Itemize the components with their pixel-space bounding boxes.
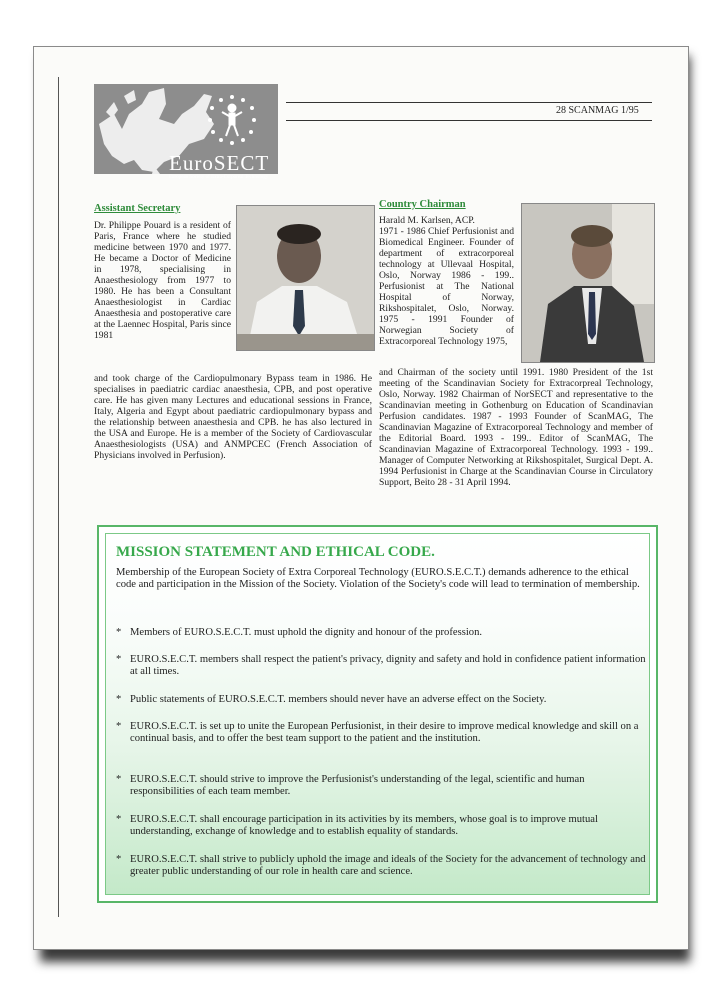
header-rule-bottom	[286, 120, 652, 121]
portrait-photo-karlsen	[521, 203, 655, 363]
bio-pouard-narrow: Dr. Philippe Pouard is a resident of Paris, France where he studied medicine between 1970 and 1977. He became a Doctor of Medicine in 1978, specialising in Anaesthesiology from 1977 to 1980. He has been a Consultant Anaesthesiologist in Cardiac Anaesthesia and postoperative care at the Laennec Hospital, Paris since 1981	[94, 220, 231, 341]
mission-statement-box	[97, 525, 658, 903]
mission-item: * EURO.S.E.C.T. is set up to unite the European Perfusionist, in their desire to improve medical knowledge and skill on a continual basis, and to offer the best team support to the patient and the institution.	[116, 721, 639, 745]
bullet-star-icon: *	[116, 774, 122, 785]
bullet-star-icon: *	[116, 854, 122, 865]
margin-rule	[58, 77, 59, 917]
bullet-star-icon: *	[116, 627, 122, 638]
header-rule-top	[286, 102, 652, 103]
mission-item: * EURO.S.E.C.T. shall strive to publicly uphold the image and ideals of the Society for the advancement of technology and greater public understanding of our role in health care and science.	[116, 854, 646, 878]
mission-item: * EURO.S.E.C.T. shall encourage participation in its activities by its members, whose goal is to improve mutual understanding, exchange of knowledge and to establish equality of standards.	[116, 814, 598, 838]
mission-item: * EURO.S.E.C.T. should strive to improve the Perfusionist's understanding of the legal, scientific and human responsibilities of each team member.	[116, 774, 585, 798]
mission-item: * Members of EURO.S.E.C.T. must uphold the dignity and honour of the profession.	[116, 627, 483, 638]
bio-karlsen-wide: and Chairman of the society until 1991. 1980 President of the 1st meeting of the Scandinavian Society for Extracorpreal Technology, Oslo, Norway. 1982 Chairman of NorSECT and representative to the Scandinavian meeting in Gothenburg on Education of Scandinavian Perfusion candidates. 1987 - 1993 Founder of ScanMAG, The Scandinavian Magazine of Extracorporeal Technology and member of the Editorial Board. 1993 - 199.. Editor of ScanMAG, The Scandinavian Magazine of Extracorporeal Technology. 1993 - 199.. Manager of Computer Networking at Rikshospitalet, Surgical Dept. A. 1994 Perfusionist in Charge at the Scandinavian Course in Circulatory Support, Beito 28 - 31 April 1994.	[379, 367, 653, 488]
portrait-photo-pouard	[236, 205, 375, 351]
bio-pouard-wide: and took charge of the Cardiopulmonary Bypass team in 1986. He specialises in paediatric cardiac anaesthesia, CPB, and post operative care. He has given many Lectures and educational sessions in France, Italy, Algeria and Egypt about paediatric cardiopulmonary bypass and the relationship between anaesthesia and CPB. he has also lectured in the USA and Europe. He is a member of the Society of Cardiovascular Anaesthesiologists (USA) and ANMPCEC (French Association of Physicians involved in Perfusion).	[94, 373, 372, 461]
country-chairman-heading: Country Chairman	[379, 199, 466, 210]
bullet-star-icon: *	[116, 721, 122, 732]
mission-title: MISSION STATEMENT AND ETHICAL CODE.	[116, 544, 435, 560]
mission-item: * Public statements of EURO.S.E.C.T. members should never have an adverse effect on the Society.	[116, 694, 547, 705]
bullet-star-icon: *	[116, 654, 122, 665]
assistant-secretary-heading: Assistant Secretary	[94, 203, 181, 214]
page-folio: 28 SCANMAG 1/95	[556, 105, 639, 116]
bullet-star-icon: *	[116, 814, 122, 825]
mission-intro: Membership of the European Society of Extra Corporeal Technology (EURO.S.E.C.T.) demands adherence to the ethical code and participation in the Mission of the Society. Violation of the Society's code will lead to termination of membership.	[116, 567, 640, 591]
portrait-icon	[237, 206, 374, 350]
bullet-star-icon: *	[116, 694, 122, 705]
logo-tagline: European Society of Extra-Corporeal Technology	[169, 175, 269, 180]
bio-karlsen-narrow: Harald M. Karlsen, ACP. 1971 - 1986 Chief Perfusionist and Biomedical Engineer. Founder of department of extracorporeal technology at Ullevaal Hospital, Oslo, Norway 1986 - 199.. Perfusionist at The National Hospital of Norway, Rikshospitalet, Oslo, Norway. 1975 - 1991 Founder of Norwegian Society of Extracorporeal Technology 1975,	[379, 215, 514, 347]
portrait-icon	[522, 204, 654, 362]
mission-item: * EURO.S.E.C.T. members shall respect the patient's privacy, dignity and safety and hold in confidence patient information at all times.	[116, 654, 646, 678]
logo-wordmark: EuroSECT	[169, 151, 270, 175]
document-page	[33, 46, 689, 950]
